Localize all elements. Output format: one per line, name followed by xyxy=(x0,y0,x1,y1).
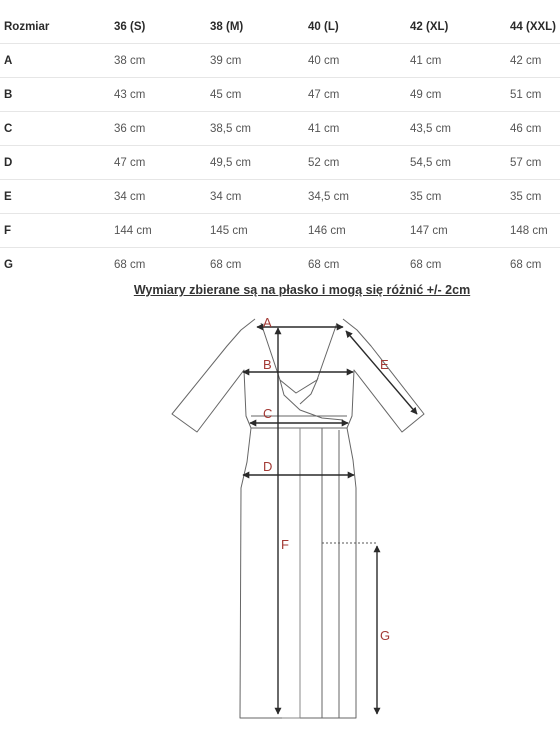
measure-line-e xyxy=(346,331,417,414)
row-label: G xyxy=(4,258,13,271)
table-cell: 46 cm xyxy=(510,112,560,146)
table-cell: 68 cm xyxy=(114,258,146,271)
row-label: B xyxy=(0,78,114,112)
header-44: 44 (XXL) xyxy=(510,10,560,44)
label-c: C xyxy=(263,406,273,421)
row-label: F xyxy=(0,214,114,248)
table-cell: 146 cm xyxy=(308,214,410,248)
table-cell: 35 cm xyxy=(410,180,510,214)
label-f: F xyxy=(281,537,289,552)
measurement-labels xyxy=(263,315,390,643)
table-cell: 49 cm xyxy=(410,78,510,112)
label-g: G xyxy=(380,628,391,643)
table-cell: 45 cm xyxy=(210,78,308,112)
label-a: A xyxy=(263,315,272,330)
header-40: 40 (L) xyxy=(308,10,410,44)
table-cell: 145 cm xyxy=(210,214,308,248)
table-cell: 54,5 cm xyxy=(410,146,510,180)
table-cell: 36 cm xyxy=(114,112,210,146)
table-cell: 147 cm xyxy=(410,214,510,248)
table-cell: 57 cm xyxy=(510,146,560,180)
table-cell: 49,5 cm xyxy=(210,146,308,180)
table-cell: 68 cm xyxy=(510,258,542,271)
row-label: D xyxy=(0,146,114,180)
row-label: A xyxy=(0,44,114,78)
table-cell: 38,5 cm xyxy=(210,112,308,146)
table-cell: 39 cm xyxy=(210,44,308,78)
header-38: 38 (M) xyxy=(210,10,308,44)
measurement-lines xyxy=(243,327,417,714)
table-cell: 68 cm xyxy=(210,258,242,271)
dress-outline-right xyxy=(300,319,424,718)
table-cell: 41 cm xyxy=(308,112,410,146)
table-cell: 34,5 cm xyxy=(308,180,410,214)
table-cell: 42 cm xyxy=(510,44,560,78)
table-cell: 68 cm xyxy=(308,258,340,271)
table-cell: 51 cm xyxy=(510,78,560,112)
header-42: 42 (XL) xyxy=(410,10,510,44)
table-cell: 43,5 cm xyxy=(410,112,510,146)
table-cell: 34 cm xyxy=(114,180,210,214)
label-e: E xyxy=(380,357,389,372)
table-cell: 52 cm xyxy=(308,146,410,180)
table-cell: 34 cm xyxy=(210,180,308,214)
bodice-wrap-right xyxy=(300,378,318,404)
table-cell: 68 cm xyxy=(410,258,442,271)
table-cell: 35 cm xyxy=(510,180,560,214)
header-size: Rozmiar xyxy=(0,10,114,44)
row-label: C xyxy=(0,112,114,146)
row-label: E xyxy=(0,180,114,214)
label-d: D xyxy=(263,459,273,474)
table-cell: 144 cm xyxy=(114,214,210,248)
skirt-fold xyxy=(282,428,300,718)
skirt-slit xyxy=(322,428,339,718)
label-b: B xyxy=(263,357,272,372)
table-cell: 47 cm xyxy=(308,78,410,112)
table-cell: 148 cm xyxy=(510,214,560,248)
table-cell: 47 cm xyxy=(114,146,210,180)
table-cell: 43 cm xyxy=(114,78,210,112)
dress-outline-left xyxy=(172,319,282,718)
table-cell: 41 cm xyxy=(410,44,510,78)
neckline xyxy=(261,323,337,393)
table-cell: 38 cm xyxy=(114,44,210,78)
measurement-note: Wymiary zbierane są na płasko i mogą się różnić +/- 2cm xyxy=(133,283,471,297)
bodice-wrap-left xyxy=(280,380,343,420)
header-36: 36 (S) xyxy=(114,10,210,44)
table-cell: 40 cm xyxy=(308,44,410,78)
